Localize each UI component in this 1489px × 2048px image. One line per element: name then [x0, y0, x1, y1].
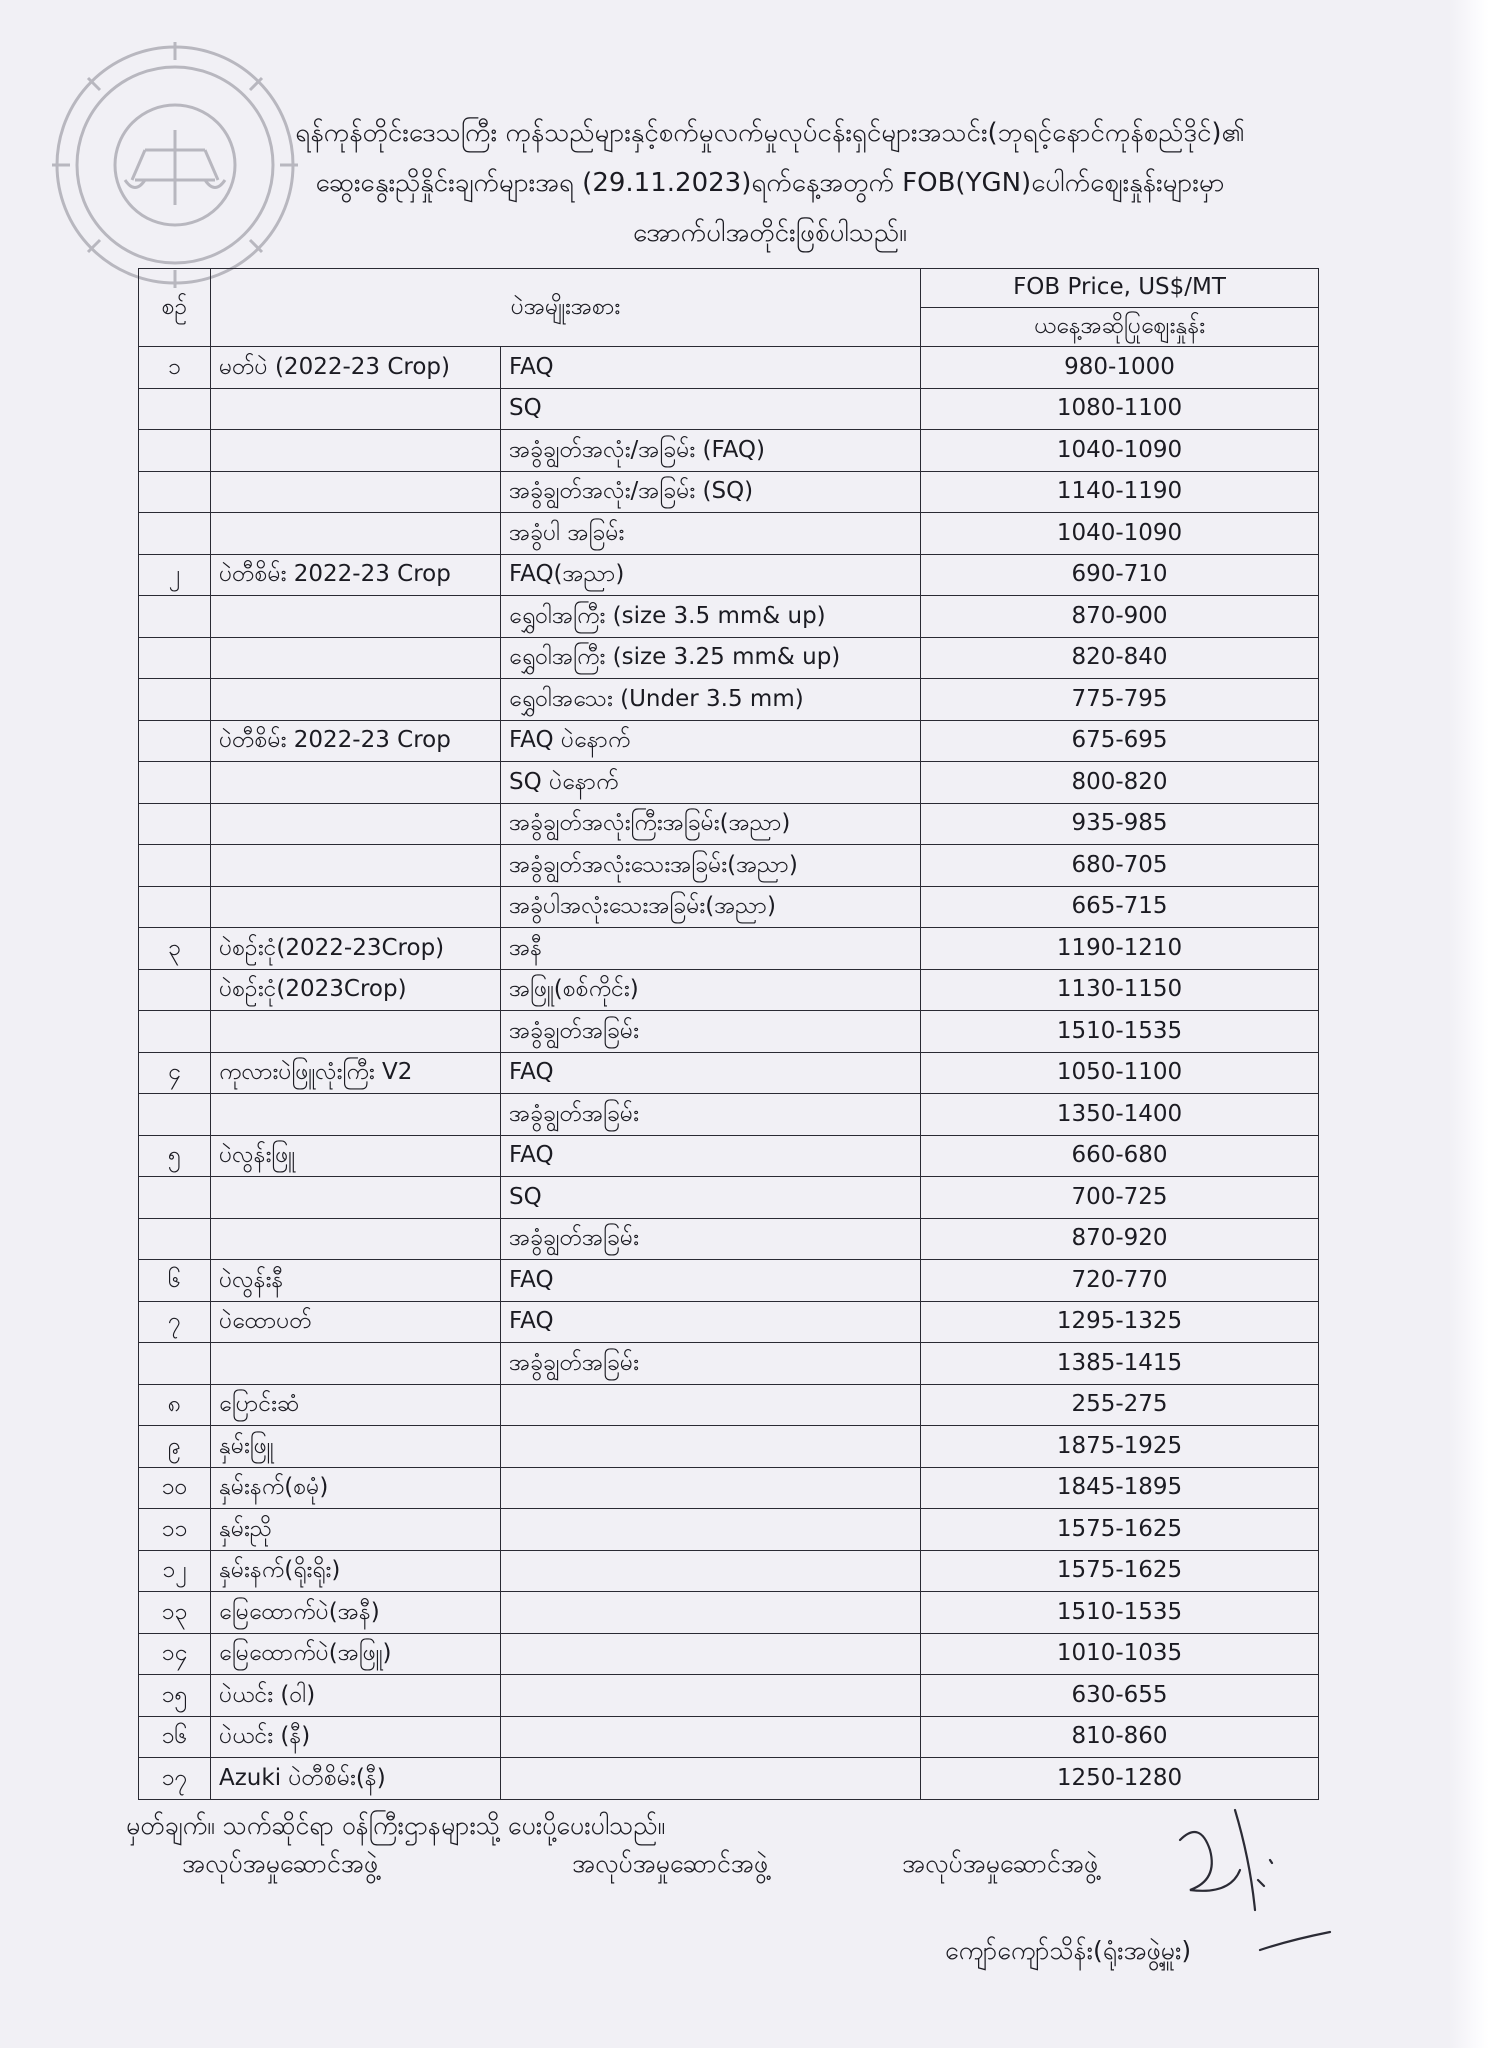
row-grade: FAQ	[501, 347, 921, 389]
table-row	[139, 762, 1319, 804]
price-table	[138, 268, 1319, 1800]
row-grade	[501, 1716, 921, 1758]
row-grade: အခွံချွတ်အခြမ်း	[501, 1094, 921, 1136]
row-price: 1040-1090	[921, 513, 1319, 555]
header-line-1: ရန်ကုန်တိုင်းဒေသကြီး ကုန်သည်များနှင့်စက်မှုလက်မှုလုပ်ငန်းရှင်များအသင်း(ဘုရင့်နောင်ကုန်စည်ဒိုင်)၏	[295, 118, 1245, 148]
row-serial-number: ၁၅	[139, 1675, 211, 1717]
row-bean-name: ပဲစဉ်းငုံ(2022-23Crop)	[211, 928, 501, 970]
row-price: 810-860	[921, 1716, 1319, 1758]
row-serial-number	[139, 388, 211, 430]
row-bean-name	[211, 803, 501, 845]
row-bean-name	[211, 1011, 501, 1053]
row-bean-name: မတ်ပဲ (2022-23 Crop)	[211, 347, 501, 389]
row-bean-name: နှမ်းနက်(ရိုးရိုး)	[211, 1550, 501, 1592]
table-row	[139, 1675, 1319, 1717]
table-row	[139, 471, 1319, 513]
row-bean-name: ပဲတီစိမ်း 2022-23 Crop	[211, 554, 501, 596]
row-bean-name	[211, 513, 501, 555]
paper-edge	[1449, 0, 1489, 2048]
row-bean-name	[211, 679, 501, 721]
row-price: 1295-1325	[921, 1301, 1319, 1343]
row-price: 700-725	[921, 1177, 1319, 1219]
row-grade: အဖြူ(စစ်ကိုင်း)	[501, 969, 921, 1011]
row-serial-number	[139, 1177, 211, 1219]
row-grade: FAQ	[501, 1301, 921, 1343]
table-row	[139, 1633, 1319, 1675]
table-row	[139, 513, 1319, 555]
table-row	[139, 388, 1319, 430]
row-serial-number	[139, 430, 211, 472]
row-price: 1250-1280	[921, 1758, 1319, 1800]
row-serial-number: ၄	[139, 1052, 211, 1094]
row-price: 1385-1415	[921, 1343, 1319, 1385]
row-serial-number: ၁၆	[139, 1716, 211, 1758]
row-grade	[501, 1633, 921, 1675]
table-row	[139, 554, 1319, 596]
document-header	[140, 108, 1400, 258]
table-row	[139, 1509, 1319, 1551]
table-row	[139, 1177, 1319, 1219]
row-serial-number: ၅	[139, 1135, 211, 1177]
table-row	[139, 928, 1319, 970]
table-row	[139, 845, 1319, 887]
row-bean-name: နှမ်းညို	[211, 1509, 501, 1551]
row-price: 1080-1100	[921, 388, 1319, 430]
row-price: 1190-1210	[921, 928, 1319, 970]
row-bean-name: Azuki ပဲတီစိမ်း(နီ)	[211, 1758, 501, 1800]
row-serial-number: ၆	[139, 1260, 211, 1302]
row-bean-name	[211, 1177, 501, 1219]
row-price: 1140-1190	[921, 471, 1319, 513]
row-serial-number: ၁၀	[139, 1467, 211, 1509]
row-serial-number	[139, 471, 211, 513]
row-grade: FAQ	[501, 1260, 921, 1302]
row-bean-name: ပဲတီစိမ်း 2022-23 Crop	[211, 720, 501, 762]
row-price: 1875-1925	[921, 1426, 1319, 1468]
table-row	[139, 1218, 1319, 1260]
row-grade: အခွံချွတ်အခြမ်း	[501, 1343, 921, 1385]
row-serial-number: ၈	[139, 1384, 211, 1426]
table-row	[139, 1343, 1319, 1385]
table-row	[139, 886, 1319, 928]
row-bean-name	[211, 637, 501, 679]
header-fob-price: FOB Price, US$/MT	[921, 269, 1319, 308]
row-serial-number: ၃	[139, 928, 211, 970]
row-price: 935-985	[921, 803, 1319, 845]
row-grade: အခွံချွတ်အလုံးသေးအခြမ်း(အညာ)	[501, 845, 921, 887]
row-bean-name: မြေထောက်ပဲ(အနီ)	[211, 1592, 501, 1634]
table-row	[139, 430, 1319, 472]
header-line-3: အောက်ပါအတိုင်းဖြစ်ပါသည်။	[633, 218, 907, 248]
signer-name: ကျော်ကျော်သိန်း(ရုံးအဖွဲ့မှူး)	[945, 1936, 1192, 1965]
header-bean-type: ပဲအမျိုးအစား	[211, 269, 921, 347]
table-row	[139, 1592, 1319, 1634]
row-price: 1130-1150	[921, 969, 1319, 1011]
row-bean-name: နှမ်းဖြူ	[211, 1426, 501, 1468]
row-bean-name: ပဲလွန်းနီ	[211, 1260, 501, 1302]
table-row	[139, 720, 1319, 762]
row-grade: FAQ(အညာ)	[501, 554, 921, 596]
table-row	[139, 1426, 1319, 1468]
executive-committee-label: အလုပ်အမှုဆောင်အဖွဲ့	[182, 1849, 379, 1878]
row-bean-name	[211, 430, 501, 472]
row-bean-name	[211, 596, 501, 638]
table-row	[139, 637, 1319, 679]
row-grade	[501, 1550, 921, 1592]
row-serial-number	[139, 1343, 211, 1385]
row-bean-name	[211, 471, 501, 513]
row-bean-name	[211, 1094, 501, 1136]
table-row	[139, 1301, 1319, 1343]
row-grade: အခွံပါအလုံးသေးအခြမ်း(အညာ)	[501, 886, 921, 928]
row-grade: FAQ ပဲနောက်	[501, 720, 921, 762]
row-serial-number	[139, 969, 211, 1011]
row-grade: FAQ	[501, 1135, 921, 1177]
row-grade: အခွံချွတ်အလုံး/အခြမ်း (FAQ)	[501, 430, 921, 472]
row-price: 775-795	[921, 679, 1319, 721]
row-serial-number	[139, 1011, 211, 1053]
row-grade: SQ	[501, 388, 921, 430]
table-row	[139, 969, 1319, 1011]
row-grade: ရွှေဝါအကြီး (size 3.25 mm& up)	[501, 637, 921, 679]
header-serial-number: စဉ်	[139, 269, 211, 347]
table-row	[139, 1550, 1319, 1592]
row-price: 870-900	[921, 596, 1319, 638]
row-grade	[501, 1467, 921, 1509]
row-price: 1350-1400	[921, 1094, 1319, 1136]
table-row	[139, 1260, 1319, 1302]
row-serial-number: ၁၃	[139, 1592, 211, 1634]
row-bean-name	[211, 1218, 501, 1260]
row-price: 675-695	[921, 720, 1319, 762]
row-bean-name	[211, 1343, 501, 1385]
row-grade: ရွှေဝါအကြီး (size 3.5 mm& up)	[501, 596, 921, 638]
footer-note: မှတ်ချက်။ သက်ဆိုင်ရာ ဝန်ကြီးဌာနများသို့ ပေးပို့ပေးပါသည်။	[126, 1811, 666, 1840]
row-serial-number	[139, 596, 211, 638]
row-grade: အခွံချွတ်အလုံးကြီးအခြမ်း(အညာ)	[501, 803, 921, 845]
row-price: 1575-1625	[921, 1550, 1319, 1592]
row-serial-number: ၁	[139, 347, 211, 389]
row-grade: SQ	[501, 1177, 921, 1219]
row-serial-number: ၉	[139, 1426, 211, 1468]
table-row	[139, 1758, 1319, 1800]
row-price: 690-710	[921, 554, 1319, 596]
price-table-body	[139, 347, 1319, 1800]
row-grade: အခွံပါ အခြမ်း	[501, 513, 921, 555]
row-serial-number	[139, 679, 211, 721]
row-price: 660-680	[921, 1135, 1319, 1177]
row-serial-number: ၂	[139, 554, 211, 596]
row-price: 1040-1090	[921, 430, 1319, 472]
row-bean-name	[211, 762, 501, 804]
row-grade: အခွံချွတ်အလုံး/အခြမ်း (SQ)	[501, 471, 921, 513]
row-serial-number	[139, 1218, 211, 1260]
row-serial-number: ၁၁	[139, 1509, 211, 1551]
row-serial-number	[139, 762, 211, 804]
row-serial-number: ၇	[139, 1301, 211, 1343]
row-bean-name: ပဲယင်း (ဝါ)	[211, 1675, 501, 1717]
row-price: 1510-1535	[921, 1011, 1319, 1053]
row-bean-name: ပြောင်းဆံ	[211, 1384, 501, 1426]
row-grade: SQ ပဲနောက်	[501, 762, 921, 804]
row-price: 1510-1535	[921, 1592, 1319, 1634]
row-grade: ရွှေဝါအသေး (Under 3.5 mm)	[501, 679, 921, 721]
table-row	[139, 803, 1319, 845]
row-bean-name	[211, 886, 501, 928]
row-price: 720-770	[921, 1260, 1319, 1302]
row-price: 1050-1100	[921, 1052, 1319, 1094]
row-serial-number	[139, 803, 211, 845]
row-serial-number: ၁၂	[139, 1550, 211, 1592]
row-bean-name: ပဲထောပတ်	[211, 1301, 501, 1343]
row-serial-number: ၁၄	[139, 1633, 211, 1675]
row-price: 820-840	[921, 637, 1319, 679]
row-bean-name: ပဲယင်း (နီ)	[211, 1716, 501, 1758]
document-footer	[126, 1808, 1326, 1878]
signature-block	[182, 1848, 1282, 1898]
executive-committee-label: အလုပ်အမှုဆောင်အဖွဲ့	[572, 1849, 769, 1878]
header-line-2: ဆွေးနွေးညှိနှိုင်းချက်များအရ (29.11.2023)ရက်နေ့အတွက် FOB(YGN)ပေါက်ဈေးနှုန်းများမှာ	[315, 168, 1225, 198]
row-price: 1010-1035	[921, 1633, 1319, 1675]
row-price: 870-920	[921, 1218, 1319, 1260]
table-header-row	[139, 269, 1319, 308]
table-row	[139, 1135, 1319, 1177]
table-row	[139, 1467, 1319, 1509]
row-grade: FAQ	[501, 1052, 921, 1094]
row-price: 1575-1625	[921, 1509, 1319, 1551]
row-serial-number	[139, 1094, 211, 1136]
row-serial-number	[139, 513, 211, 555]
table-row	[139, 347, 1319, 389]
row-price: 255-275	[921, 1384, 1319, 1426]
row-grade	[501, 1384, 921, 1426]
row-grade: အခွံချွတ်အခြမ်း	[501, 1218, 921, 1260]
row-grade	[501, 1758, 921, 1800]
table-row	[139, 1384, 1319, 1426]
row-bean-name: ပဲလွန်းဖြူ	[211, 1135, 501, 1177]
row-grade	[501, 1675, 921, 1717]
row-price: 800-820	[921, 762, 1319, 804]
row-bean-name: ကုလားပဲဖြူလုံးကြီး V2	[211, 1052, 501, 1094]
row-bean-name: ပဲစဉ်းငုံ(2023Crop)	[211, 969, 501, 1011]
table-row	[139, 1011, 1319, 1053]
executive-committee-label: အလုပ်အမှုဆောင်အဖွဲ့	[902, 1849, 1099, 1878]
row-grade: အနီ	[501, 928, 921, 970]
table-row	[139, 596, 1319, 638]
table-row	[139, 1094, 1319, 1136]
row-serial-number	[139, 886, 211, 928]
row-serial-number	[139, 720, 211, 762]
row-grade	[501, 1509, 921, 1551]
row-price: 680-705	[921, 845, 1319, 887]
row-price: 1845-1895	[921, 1467, 1319, 1509]
table-row	[139, 1052, 1319, 1094]
row-bean-name: မြေထောက်ပဲ(အဖြူ)	[211, 1633, 501, 1675]
table-row	[139, 679, 1319, 721]
row-grade: အခွံချွတ်အခြမ်း	[501, 1011, 921, 1053]
row-bean-name	[211, 845, 501, 887]
header-proposed-price: ယနေ့အဆိုပြုဈေးနှုန်း	[921, 308, 1319, 347]
row-grade	[501, 1592, 921, 1634]
row-price: 665-715	[921, 886, 1319, 928]
row-bean-name: နှမ်းနက်(စမုံ)	[211, 1467, 501, 1509]
row-bean-name	[211, 388, 501, 430]
row-serial-number	[139, 637, 211, 679]
row-serial-number: ၁၇	[139, 1758, 211, 1800]
table-row	[139, 1716, 1319, 1758]
row-grade	[501, 1426, 921, 1468]
row-price: 980-1000	[921, 347, 1319, 389]
row-price: 630-655	[921, 1675, 1319, 1717]
row-serial-number	[139, 845, 211, 887]
